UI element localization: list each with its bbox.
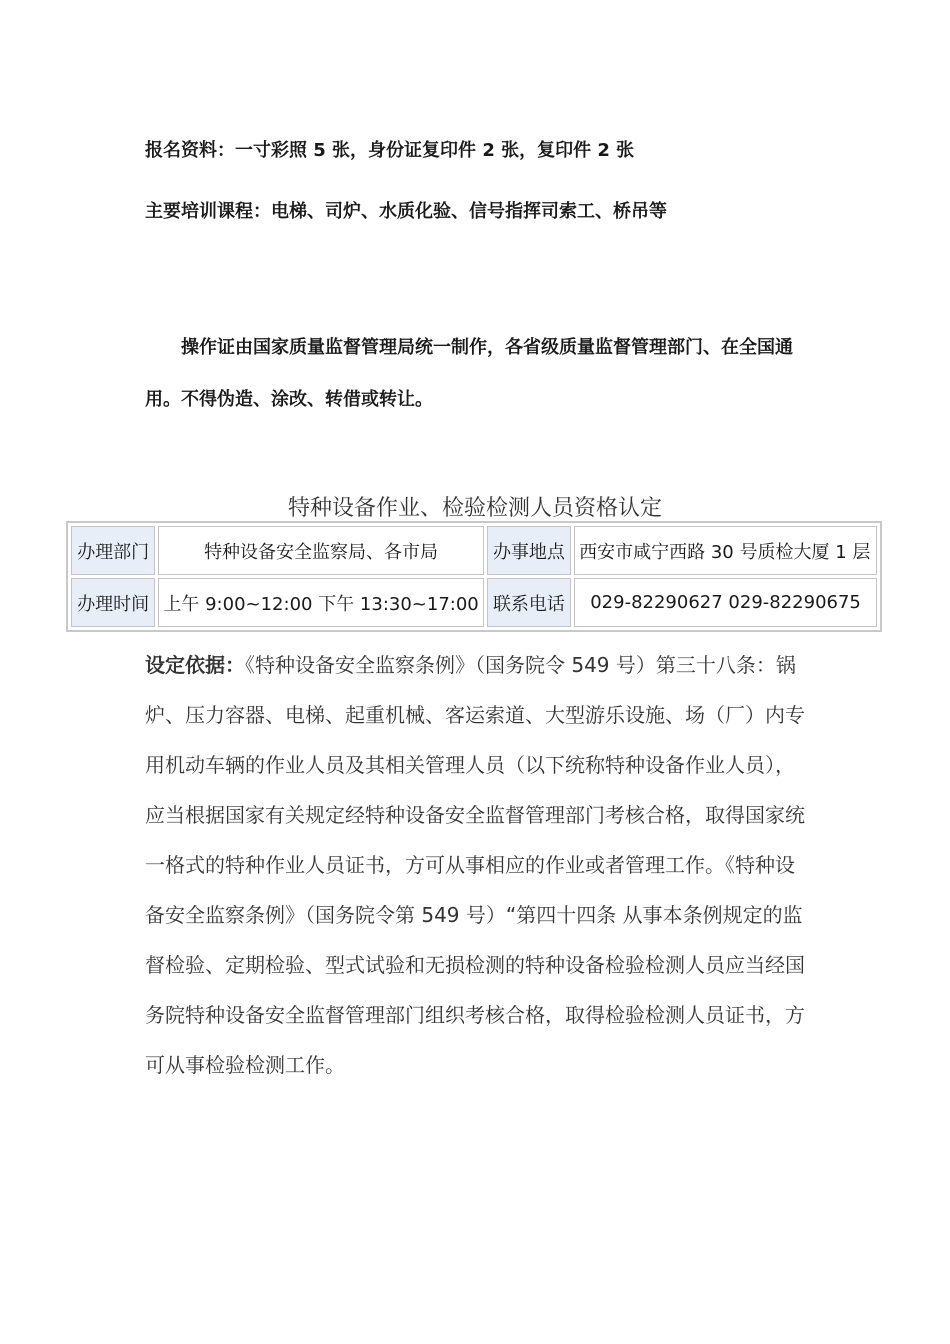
qualification-info-table: [66, 521, 882, 632]
place-value: 西安市咸宁西路 30 号质检大厦 1 层: [574, 526, 877, 575]
dept-label: 办理部门: [71, 526, 155, 575]
table-title: 特种设备作业、检验检测人员资格认定: [287, 496, 662, 521]
certificate-note: 操作证由国家质量监督管理局统一制作，各省级质量监督管理部门、在全国通用。不得伪造、涂改、转借或转让。: [145, 337, 793, 410]
table-row: [71, 526, 877, 575]
training-courses: 主要培训课程：电梯、司炉、水质化验、信号指挥司索工、桥吊等: [145, 201, 667, 222]
table-row: [71, 578, 877, 627]
phone-value: 029-82290627 029-82290675: [574, 578, 877, 627]
registration-materials: 报名资料：一寸彩照 5 张，身份证复印件 2 张，复印件 2 张: [145, 140, 635, 161]
legal-basis-text: 《特种设备安全监察条例》（国务院令 549 号）第三十八条：锅炉、压力容器、电梯、起重机械、客运索道、大型游乐设施、场（厂）内专用机动车辆的作业人员及其相关管理人员（以下统称特种设备作业人员），应当根据国家有关规定经特种设备安全监督管理部门考核合格，取得国家统一格式的特种作业人员证书，方可从事相应的作业或者管理工作。《特种设备安全监察条例》（国务院令第 549 号）“第四十四条 从事本条例规定的监督检验、定期检验、型式试验和无损检测的特种设备检验检测人员应当经国务院特种设备安全监督管理部门组织考核合格，取得检验检测人员证书，方可从事检验检测工作。: [145, 653, 805, 1077]
legal-basis-paragraph: [145, 640, 810, 1090]
time-label: 办理时间: [71, 578, 155, 627]
phone-label: 联系电话: [487, 578, 571, 627]
dept-value: 特种设备安全监察局、各市局: [158, 526, 483, 575]
place-label: 办事地点: [487, 526, 571, 575]
time-value: 上午 9:00~12:00 下午 13:30~17:00: [158, 578, 483, 627]
legal-basis-label: 设定依据：: [145, 653, 245, 677]
